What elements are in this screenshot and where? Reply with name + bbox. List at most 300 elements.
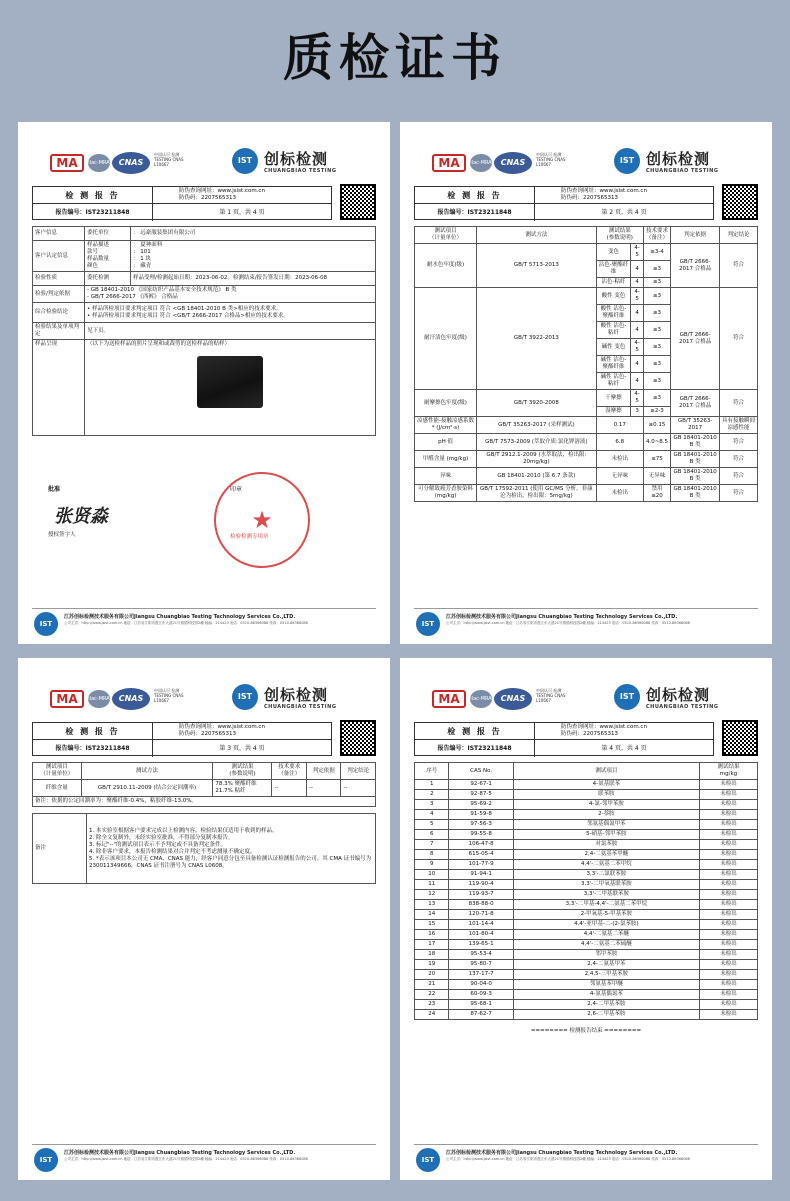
conclusion: 符合 [719,485,757,502]
footer-company: 江苏创标检测技术服务有限公司Jiangsu Chuangbiao Testing Technology Services Co.,LTD. [64,1150,296,1156]
result-sub: 酸性 沾色-聚酯纤维 [596,305,631,322]
requirement: ≥3 [643,261,670,278]
table-cell: 3,3'-二甲氧基联苯胺 [513,880,699,890]
signature: 张贤淼 [54,506,108,527]
result-sub: 变色 [596,244,631,261]
ist-logo: IST [232,684,258,710]
ist-logo: IST [232,148,258,174]
table-row [415,850,758,860]
report-footer [32,1144,376,1174]
brand-name: 创标检测 [646,150,711,168]
cma-logo: MA [50,154,84,172]
table-row [415,840,758,850]
report-end: ======== 检测报告结束 ======== [530,1028,642,1034]
table-cell: 21 [415,980,449,990]
table-cell: 邻氨基偶氮甲苯 [513,820,699,830]
table-row [415,960,758,970]
brand-name-en: CHUANGBIAO TESTING [264,704,337,710]
table-cell: -- [341,780,376,797]
table-cell: 10 [415,870,449,880]
table-cell: 2,4-二甲基苯胺 [513,1000,699,1010]
table-row [415,810,758,820]
table-cell: 3,3'-二甲基联苯胺 [513,890,699,900]
table-cell: 101-80-4 [449,930,513,940]
result-value: 4 [631,373,643,390]
table-row [415,830,758,840]
table-cell: 未检出 [699,930,757,940]
col-header: 序号 [415,763,449,780]
cnas-logo: CNAS [112,152,150,174]
table-cell: 未检出 [699,990,757,1000]
table-row [415,860,758,870]
table-cell: 101-77-9 [449,860,513,870]
table-cell: 未检出 [699,840,757,850]
table-row [415,780,758,790]
row-sublabel: 委托单位 [85,227,131,241]
table-cell: GB/T 2910.11-2009 (结合公定回潮率) [81,780,213,797]
table-cell: 未检出 [699,920,757,930]
requirement: ≥3 [643,373,670,390]
result-value: 4 [631,305,643,322]
test-method: GB/T 17592-2011 (使用 GC/MS 分析，非康沦为检出，检出限：5mg/kg) [477,485,597,502]
result-sub: 沾色-粘纤 [596,278,631,288]
qr-code [340,184,376,220]
table-cell: 16 [415,930,449,940]
brand-name-en: CHUANGBIAO TESTING [646,704,719,710]
table-row [415,950,758,960]
table-row [33,303,376,323]
footer-address: 公司主页：http://www.jsist.com.cn 地址：江苏省江阴市澄江东大道21号瑞德科技园2幢 邮编：214423 电话：0510-86366088 传真：0510-86366088 [446,621,690,625]
requirement: ≤75 [643,451,670,468]
result-value: 6.8 [596,434,643,451]
table-cell: 78.3% 聚酯纤维 21.7% 粘纤 [213,780,272,797]
ilac-logo: ilac-MRA [88,690,110,708]
ilac-logo: ilac-MRA [88,154,110,172]
table-cell: 未检出 [699,950,757,960]
table-cell: -- [272,780,307,797]
table-cell: 3,3'-二甲基-4,4'-二氨基二苯甲烷 [513,900,699,910]
table-cell: 97-56-3 [449,820,513,830]
basis: GB 18401-2010 B 类 [671,485,720,502]
conclusion: 符合 [719,244,757,288]
client-info-table [32,226,376,436]
row-sublabel: 委托检测 [85,272,131,286]
result-value: 4-5 [631,288,643,305]
result-sub: 碱性 沾色-粘纤 [596,373,631,390]
result-sub: 碱性 沾色-聚酯纤维 [596,356,631,373]
result-value: 无异味 [596,468,643,485]
table-row [415,244,758,261]
brand-name-en: CHUANGBIAO TESTING [646,168,719,174]
footer-company: 江苏创标检测技术服务有限公司Jiangsu Chuangbiao Testing Technology Services Co.,LTD. [446,614,678,620]
test-item: 凉感性能-接触凉感系数* (J/cm²·s) [415,417,477,434]
requirement: 无异味 [643,468,670,485]
requirement: ≥2-3 [643,407,670,417]
table-cell: 6 [415,830,449,840]
result-sub: 沾色-聚酯纤维 [596,261,631,278]
basis: GB 18401-2010 B 类 [671,468,720,485]
report-title: 检 测 报 告 [415,723,535,740]
result-value: 4-5 [631,339,643,356]
report-number: 报告编号：IST23211848 [33,204,153,221]
sample-row [33,340,376,436]
result-value: 未检出 [596,485,643,502]
table-cell: 92-87-5 [449,790,513,800]
table-cell: 9 [415,860,449,870]
table-cell: 未检出 [699,870,757,880]
table-cell: 18 [415,950,449,960]
col-header: 测试结果 mg/kg [699,763,757,780]
table-row [415,451,758,468]
table-cell: 139-65-1 [449,940,513,950]
test-item: 耐水色牢度(级) [415,244,477,288]
remark-item: 5. *表示该项目本公司无 CMA、CNAS 能力，经客户同意分包至具备检测认证检测报告的公司。其 CMA 证书编号为 230011349666，CNAS 证书注册号为 CNAS L0608。 [89,855,372,869]
table-row [415,1010,758,1020]
report-number: 报告编号：IST23211848 [415,740,535,757]
table-cell: 未检出 [699,890,757,900]
cnas-logo: CNAS [112,688,150,710]
requirement: ≥3 [643,322,670,339]
requirement: ≥3 [643,356,670,373]
footer-address: 公司主页：http://www.jsist.com.cn 地址：江苏省江阴市澄江东大道21号瑞德科技园2幢 邮编：214423 电话：0510-86366088 传真：0510-86366088 [64,621,308,625]
report-title: 检 测 报 告 [33,187,153,204]
table-row [415,288,758,305]
official-seal: ★ [214,472,310,568]
table-row [415,417,758,434]
footer-company: 江苏创标检测技术服务有限公司Jiangsu Chuangbiao Testing Technology Services Co.,LTD. [64,614,296,620]
anti-fake-info: 防伪查询网址：www.jsist.com.cn 防伪码：2207565313 [535,187,713,204]
fiber-table [32,762,376,807]
report-letterhead [50,684,362,718]
table-cell: 2,6-二甲基苯胺 [513,1010,699,1020]
sample-note: （以下为送检样品的照片呈现和或裁剪的送检样品的贴样） [87,341,231,347]
anti-fake-info: 防伪查询网址：www.jsist.com.cn 防伪码：2207565313 [153,187,331,204]
basis: GB/T 2666-2017 合格品 [671,390,720,417]
table-cell: 95-68-1 [449,1000,513,1010]
table-row [33,272,376,286]
ilac-logo: ilac-MRA [470,154,492,172]
ist-footer-logo: IST [416,1148,440,1172]
table-cell: 87-62-7 [449,1010,513,1020]
table-row [415,910,758,920]
remark-item: 2. 除全文复制外，未经实验室批准，不得部分复制本报告。 [89,834,234,841]
page-title: 质检证书 [283,29,507,87]
approve-label: 批准 [48,486,61,493]
table-cell: 14 [415,910,449,920]
result-sub: 干摩擦 [596,390,631,407]
table-cell: 99-55-8 [449,830,513,840]
table-cell: 未检出 [699,1000,757,1010]
report-number: 报告编号：IST23211848 [415,204,535,221]
result-value: 0.17 [596,417,643,434]
anti-fake-info: 防伪查询网址：www.jsist.com.cn 防伪码：2207565313 [535,723,713,740]
table-row [415,930,758,940]
table-cell: 未检出 [699,880,757,890]
table-cell: 未检出 [699,980,757,990]
report-header-box [32,186,332,220]
report-page-3 [18,658,390,1180]
test-method: GB/T 5713-2013 [477,244,597,288]
result-value: 4 [631,322,643,339]
report-page-1 [18,122,390,644]
table-cell: 未检出 [699,960,757,970]
test-method: GB/T 2912.1-2009 (水萃取法，检出限: 20mg/kg) [477,451,597,468]
table-row [415,1000,758,1010]
cnas-note: 中国认可 检测 TESTING CNAS L10667 [536,688,566,703]
remarks-label: 备注 [33,814,87,884]
cnas-logo: CNAS [494,688,532,710]
brand-name: 创标检测 [264,686,329,704]
table-row [415,870,758,880]
table-cell: 未检出 [699,850,757,860]
basis: GB 18401-2010 B 类 [671,451,720,468]
col-header: 测试方法 [81,763,213,780]
col-header: 测试项目 （计量单位） [415,227,477,244]
requirement: ≥3 [643,305,670,322]
fiber-note: 备注：依据的公定回潮率为：聚酯纤维-0.4%，粘胶纤维-13.0%。 [33,797,376,807]
table-cell: 未检出 [699,940,757,950]
table-cell: 4,4'-二氨基二苯醚 [513,930,699,940]
report-letterhead [432,684,744,718]
table-cell: 4,4'-二氨基二苯硫醚 [513,940,699,950]
table-cell: 11 [415,880,449,890]
table-cell: 8 [415,850,449,860]
ist-footer-logo: IST [34,1148,58,1172]
table-cell: 20 [415,970,449,980]
table-cell: 纤维含量 [33,780,82,797]
table-cell: 未检出 [699,780,757,790]
report-footer [414,608,758,638]
col-header: 判定结论 [341,763,376,780]
test-method: GB/T 3922-2013 [477,288,597,390]
table-cell: 未检出 [699,790,757,800]
row-label: 检验/判定依据 [33,286,85,303]
requirement: 禁用≤20 [643,485,670,502]
table-cell: 2,4,5-三甲基苯胺 [513,970,699,980]
requirement: 4.0~8.5 [643,434,670,451]
table-row [415,940,758,950]
table-cell: 联苯胺 [513,790,699,800]
result-sub: 湿摩擦 [596,407,631,417]
report-body [414,226,758,502]
ilac-logo: ilac-MRA [470,690,492,708]
table-cell: 92-67-1 [449,780,513,790]
brand-name-en: CHUANGBIAO TESTING [264,168,337,174]
result-value: 4 [631,261,643,278]
basis: GB/T 2666-2017 合格品 [671,288,720,390]
anti-fake-info: 防伪查询网址：www.jsist.com.cn 防伪码：2207565313 [153,723,331,740]
table-header [33,763,376,780]
table-cell: 未检出 [699,970,757,980]
cma-logo: MA [432,154,466,172]
table-cell: 95-53-4 [449,950,513,960]
test-item: 异味 [415,468,477,485]
table-header [415,763,758,780]
table-cell: 4-氯-邻甲苯胺 [513,800,699,810]
col-header: 测试结果 (参数说明) [596,227,643,244]
table-row [33,780,376,797]
cma-logo: MA [50,690,84,708]
col-header: 测试项目 （计量单位） [33,763,82,780]
report-title: 检 测 报 告 [33,723,153,740]
test-results-table [414,226,758,502]
requirement: ≥3-4 [643,244,670,261]
table-cell: 17 [415,940,449,950]
table-row [415,880,758,890]
table-row [33,286,376,303]
table-cell: 未检出 [699,830,757,840]
table-row [415,900,758,910]
table-cell: 4-氨基联苯 [513,780,699,790]
table-cell: 120-71-8 [449,910,513,920]
requirement: ≥0.15 [643,417,670,434]
table-cell: 未检出 [699,910,757,920]
report-header-box [32,722,332,756]
test-item: 耐汗渍色牢度(级) [415,288,477,390]
test-method: GB/T 35263-2017 (采样测试) [477,417,597,434]
table-cell: 24 [415,1010,449,1020]
col-header: 判定依据 [306,763,341,780]
table-cell: 4,4'-亚甲基-二-(2-氯苯胺) [513,920,699,930]
page-number: 第 3 页，共 4 页 [219,745,265,752]
table-cell: 101-14-4 [449,920,513,930]
report-body [32,762,376,884]
table-cell: 91-59-8 [449,810,513,820]
table-cell: 13 [415,900,449,910]
table-row [415,434,758,451]
test-method: GB/T 3920-2008 [477,390,597,417]
table-row [415,485,758,502]
table-cell: 91-94-1 [449,870,513,880]
signatory-role: 授权签字人 [48,532,76,538]
cnas-note: 中国认可 检测 TESTING CNAS L10667 [536,152,566,167]
col-header: 判定结论 [719,227,757,244]
qr-code [340,720,376,756]
table-row [415,800,758,810]
brand-name: 创标检测 [646,686,711,704]
cnas-note: 中国认可 检测 TESTING CNAS L10667 [154,152,184,167]
col-header: 技术要求 （备注） [643,227,670,244]
result-value: 3 [631,407,643,417]
ist-footer-logo: IST [34,612,58,636]
remark-item: 1. 本实验室根据客户要求完成以上检测内容，检验结果仅适用于收到的样品。 [89,827,278,834]
table-cell: 137-17-7 [449,970,513,980]
footer-address: 公司主页：http://www.jsist.com.cn 地址：江苏省江阴市澄江东大道21号瑞德科技园2幢 邮编：214423 电话：0510-86366088 传真：0510-86366088 [64,1157,308,1161]
footer-company: 江苏创标检测技术服务有限公司Jiangsu Chuangbiao Testing Technology Services Co.,LTD. [446,1150,678,1156]
table-cell: 119-90-4 [449,880,513,890]
table-row [33,814,376,884]
remark-item: 4. 除非客户要求，本报告检测结果对合并判定不考虑测量不确定度。 [89,848,256,855]
page-number: 第 4 页，共 4 页 [601,745,647,752]
report-page-2 [400,122,772,644]
table-header [415,227,758,244]
table-cell: 2-萘胺 [513,810,699,820]
table-row [415,790,758,800]
row-value: 样品受理/检测起始日期：2023-06-02。检测结束/报告签发日期：2023-06-08 [131,272,376,286]
table-cell: 19 [415,960,449,970]
table-cell: 12 [415,890,449,900]
report-body [32,226,376,436]
row-label: 综合检验结论 [33,303,85,323]
table-row [415,980,758,990]
table-cell: 106-47-8 [449,840,513,850]
table-cell: 60-09-3 [449,990,513,1000]
table-row [33,241,376,272]
table-row [415,390,758,407]
table-cell: 2 [415,790,449,800]
page-number: 第 1 页，共 4 页 [219,209,265,216]
table-cell: 15 [415,920,449,930]
report-letterhead [50,148,362,182]
row-value: ： 夏神面料 ： 101 ： 1 块 ： 藏青 [131,241,376,272]
table-cell: 2,4-二氨基苯甲醚 [513,850,699,860]
test-item: 甲醛含量 (mg/kg) [415,451,477,468]
result-sub: 碱性 变色 [596,339,631,356]
result-value: 未检出 [596,451,643,468]
report-footer [32,608,376,638]
report-body [414,762,758,1034]
sample-photo [197,356,263,408]
table-cell: 3 [415,800,449,810]
table-cell: 5-硝基-邻甲苯胺 [513,830,699,840]
footer-address: 公司主页：http://www.jsist.com.cn 地址：江苏省江阴市澄江东大道21号瑞德科技园2幢 邮编：214423 电话：0510-86366088 传真：0510-86366088 [446,1157,690,1161]
table-row [33,323,376,340]
table-cell: 未检出 [699,1010,757,1020]
remarks-table [32,813,376,884]
table-row [415,970,758,980]
result-value: 4 [631,356,643,373]
table-cell: 90-04-0 [449,980,513,990]
table-row [415,820,758,830]
basis: GB/T 2666-2017 合格品 [671,244,720,288]
col-header: CAS No. [449,763,513,780]
table-cell: 3,3'-二氯联苯胺 [513,870,699,880]
ist-footer-logo: IST [416,612,440,636]
table-row [415,890,758,900]
table-cell: 23 [415,1000,449,1010]
report-page-4 [400,658,772,1180]
requirement: ≥3 [643,278,670,288]
col-header: 测试方法 [477,227,597,244]
conclusion: 具有接触瞬间凉感性能 [719,417,757,434]
table-cell: 4-氨基偶氮苯 [513,990,699,1000]
remarks-list [87,814,376,884]
row-label: 检验性质 [33,272,85,286]
table-cell: 未检出 [699,820,757,830]
report-number: 报告编号：IST23211848 [33,740,153,757]
report-header-box [414,722,714,756]
table-cell: 2-甲氧基-5-甲基苯胺 [513,910,699,920]
conclusion: 符合 [719,468,757,485]
ist-logo: IST [614,148,640,174]
col-header: 技术要求 （备注） [272,763,307,780]
table-cell: 未检出 [699,900,757,910]
result-value: 4-5 [631,390,643,407]
table-cell: 未检出 [699,860,757,870]
test-item: 可分解致癌芳香胺染料(mg/kg) [415,485,477,502]
table-cell: 邻甲苯胺 [513,950,699,960]
table-cell: 838-88-0 [449,900,513,910]
table-cell: 1 [415,780,449,790]
row-value: • 样品所检项目要求判定项目 符合 <GB 18401-2010 B 类>相应的技术要求。 • 样品所检项目要求判定项目 符合 <GB/T 2666-2017 合格品>相应的技术要求。 [85,303,376,323]
result-value: 4 [631,278,643,288]
col-header: 测试项目 [513,763,699,780]
row-sublabel: 样品描述 款号 样品数量 颜色 [85,241,131,272]
report-title: 检 测 报 告 [415,187,535,204]
table-cell: 4,4'-二氨基二苯甲烷 [513,860,699,870]
table-cell: 22 [415,990,449,1000]
table-row [415,468,758,485]
